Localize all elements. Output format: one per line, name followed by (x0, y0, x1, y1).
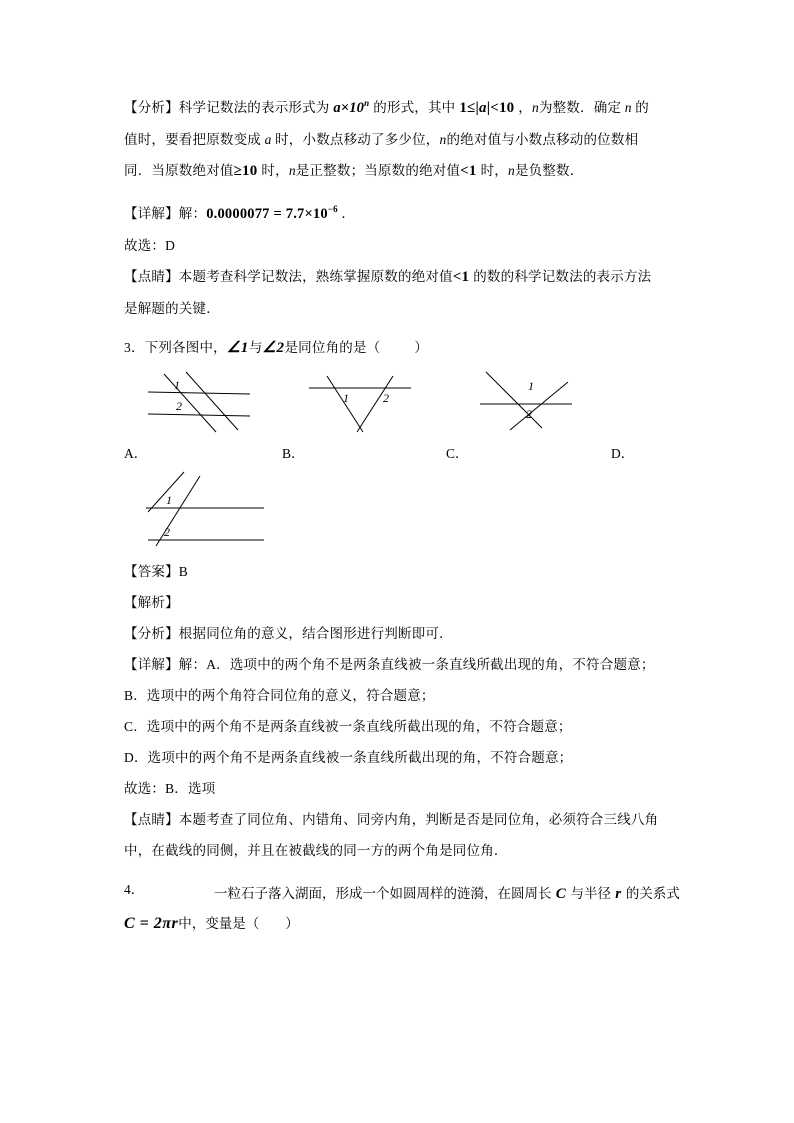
question-4-text-b: 与半径 (570, 885, 612, 901)
insight-3-line-1: 【点睛】本题考查了同位角、内错角、同旁内角，判断是否是同位角，必须符合三线八角 (124, 811, 659, 827)
detail-paragraph-1 (124, 194, 684, 230)
detail-tag-1: 【详解】解： (124, 205, 207, 221)
question-3-number: 3． (124, 339, 145, 355)
analysis-text-1c: 为整数．确定 (538, 99, 622, 115)
question-4-line-2 (124, 912, 684, 933)
inline-var-a-1: a (261, 131, 276, 147)
question-3-angle2: ∠2 (262, 339, 285, 356)
insight-3-line-2: 中，在截线的同侧，并且在被截线的同一方的两个角是同位角． (124, 842, 508, 858)
insight-paragraph-3 (124, 804, 684, 866)
inline-var-n-5: n (507, 162, 515, 178)
option-d-svg (142, 470, 272, 550)
page-content (124, 88, 684, 933)
insight-paragraph-1 (124, 261, 684, 324)
inline-formula-range: 1≤|a|<10 (455, 99, 519, 116)
question-4 (124, 878, 684, 933)
question-4-body (214, 878, 684, 910)
question-4-text-c: 的关系式 (625, 885, 680, 901)
analysis-text-1f: 时，小数点移动了多少位， (275, 131, 440, 147)
analysis-paragraph-3: 【分析】根据同位角的意义，结合图形进行判断即可． (124, 625, 453, 641)
option-d-label: D． (611, 445, 635, 461)
inline-formula-lt1-b: <1 (452, 268, 474, 285)
question-4-paren: ） (285, 915, 299, 931)
answer-label-3: 【答案】B (124, 563, 189, 579)
option-c-figure (476, 370, 586, 443)
svg-text:2: 2 (383, 390, 389, 405)
option-b-label: B． (282, 445, 305, 461)
insight-text-1c: 是解题的关键． (124, 300, 220, 316)
question-3-text-after: 是同位角的是（ (284, 339, 381, 355)
analysis-text-1j: 是正整数；当原数的绝对值 (295, 162, 461, 178)
question-3-text-before: 下列各图中， (144, 339, 227, 355)
question-3-mid: 与 (248, 339, 263, 355)
option-c-label: C． (446, 445, 469, 461)
answer-line-1: 故选：D (124, 237, 176, 253)
answer-line-3: 故选：B．选项 (124, 780, 216, 796)
svg-text:2: 2 (176, 398, 182, 413)
analysis-text-1i: 时， (261, 162, 289, 178)
svg-text:2: 2 (164, 524, 170, 539)
svg-text:1: 1 (343, 390, 349, 405)
question-3-line (124, 332, 684, 364)
option-d-figure (142, 470, 272, 555)
detail-3-c: C．选项中的两个角不是两条直线被一条直线所截出现的角，不符合题意； (124, 718, 572, 734)
svg-text:1: 1 (528, 378, 534, 393)
svg-text:1: 1 (166, 492, 172, 507)
inline-var-r: r (611, 885, 626, 902)
option-a-label: A． (124, 445, 148, 461)
inline-var-n-1: n (532, 99, 539, 115)
option-c-svg (476, 370, 586, 438)
analysis-text-1d: 的 (635, 99, 649, 115)
option-a-svg (146, 370, 256, 438)
detail-3-a: 【详解】解：A．选项中的两个角不是两条直线被一条直线所截出现的角，不符合题意； (124, 656, 655, 672)
detail-3-b: B．选项中的两个角符合同位角的意义，符合题意； (124, 687, 435, 703)
question-4-text-a: 一粒石子落入湖面，形成一个如圆周样的涟漪，在圆周长 (214, 885, 552, 901)
svg-text:1: 1 (174, 377, 180, 392)
analysis-text-1k: 时， (480, 162, 508, 178)
inline-var-n-3: n (439, 131, 447, 147)
inline-equation-sci-notation: $0.0000077 = 7.7\times 10^{-6}$ (206, 203, 338, 222)
inline-var-n-2: n (621, 99, 636, 115)
question-3-options-row-2 (124, 470, 684, 556)
analysis-text-1e: 值时，要看把原数变成 (124, 131, 261, 147)
option-b-figure (307, 370, 417, 443)
question-3-options-row-1 (124, 370, 684, 466)
analysis-text-1h: 同．当原数绝对值 (124, 162, 234, 178)
question-4-number: 4． (124, 881, 145, 897)
analysis-paragraph-1 (124, 88, 684, 187)
option-b-svg (307, 370, 417, 438)
insight-text-1a: 【点睛】本题考查科学记数法，熟练掌握原数的绝对值 (124, 268, 453, 284)
question-4-text-d: 中，变量是（ (178, 915, 260, 931)
detail-3-d: D．选项中的两个角不是两条直线被一条直线所截出现的角，不符合题意； (124, 749, 573, 765)
inline-formula-lt1: <1 (460, 162, 481, 179)
option-a-figure (146, 370, 256, 443)
analysis-tag-1: 【分析】科学记数法的表示形式为 (124, 99, 330, 115)
inline-formula-a-times-10-n: $a\times 10^n$ (329, 98, 370, 116)
analysis-text-1g: 的绝对值与小数点移动的位数相 (446, 131, 639, 147)
analysis-text-1l: 是负整数． (514, 162, 584, 178)
explain-label-3: 【解析】 (124, 594, 179, 610)
inline-var-C: C (551, 885, 571, 902)
inline-var-n-4: n (288, 162, 296, 178)
question-3-paren: ） (414, 339, 429, 355)
question-4-formula: C = 2πr (124, 914, 179, 932)
detail-period-1: ． (337, 205, 356, 221)
svg-text:2: 2 (526, 406, 532, 421)
analysis-text-1a: 的形式，其中 (373, 99, 456, 115)
analysis-text-1b: ， (518, 99, 532, 115)
inline-formula-ge10: ≥10 (233, 162, 262, 179)
insight-text-1b: 的数的科学记数法的表示方法 (473, 268, 652, 284)
question-3-angle1: ∠1 (226, 339, 249, 356)
